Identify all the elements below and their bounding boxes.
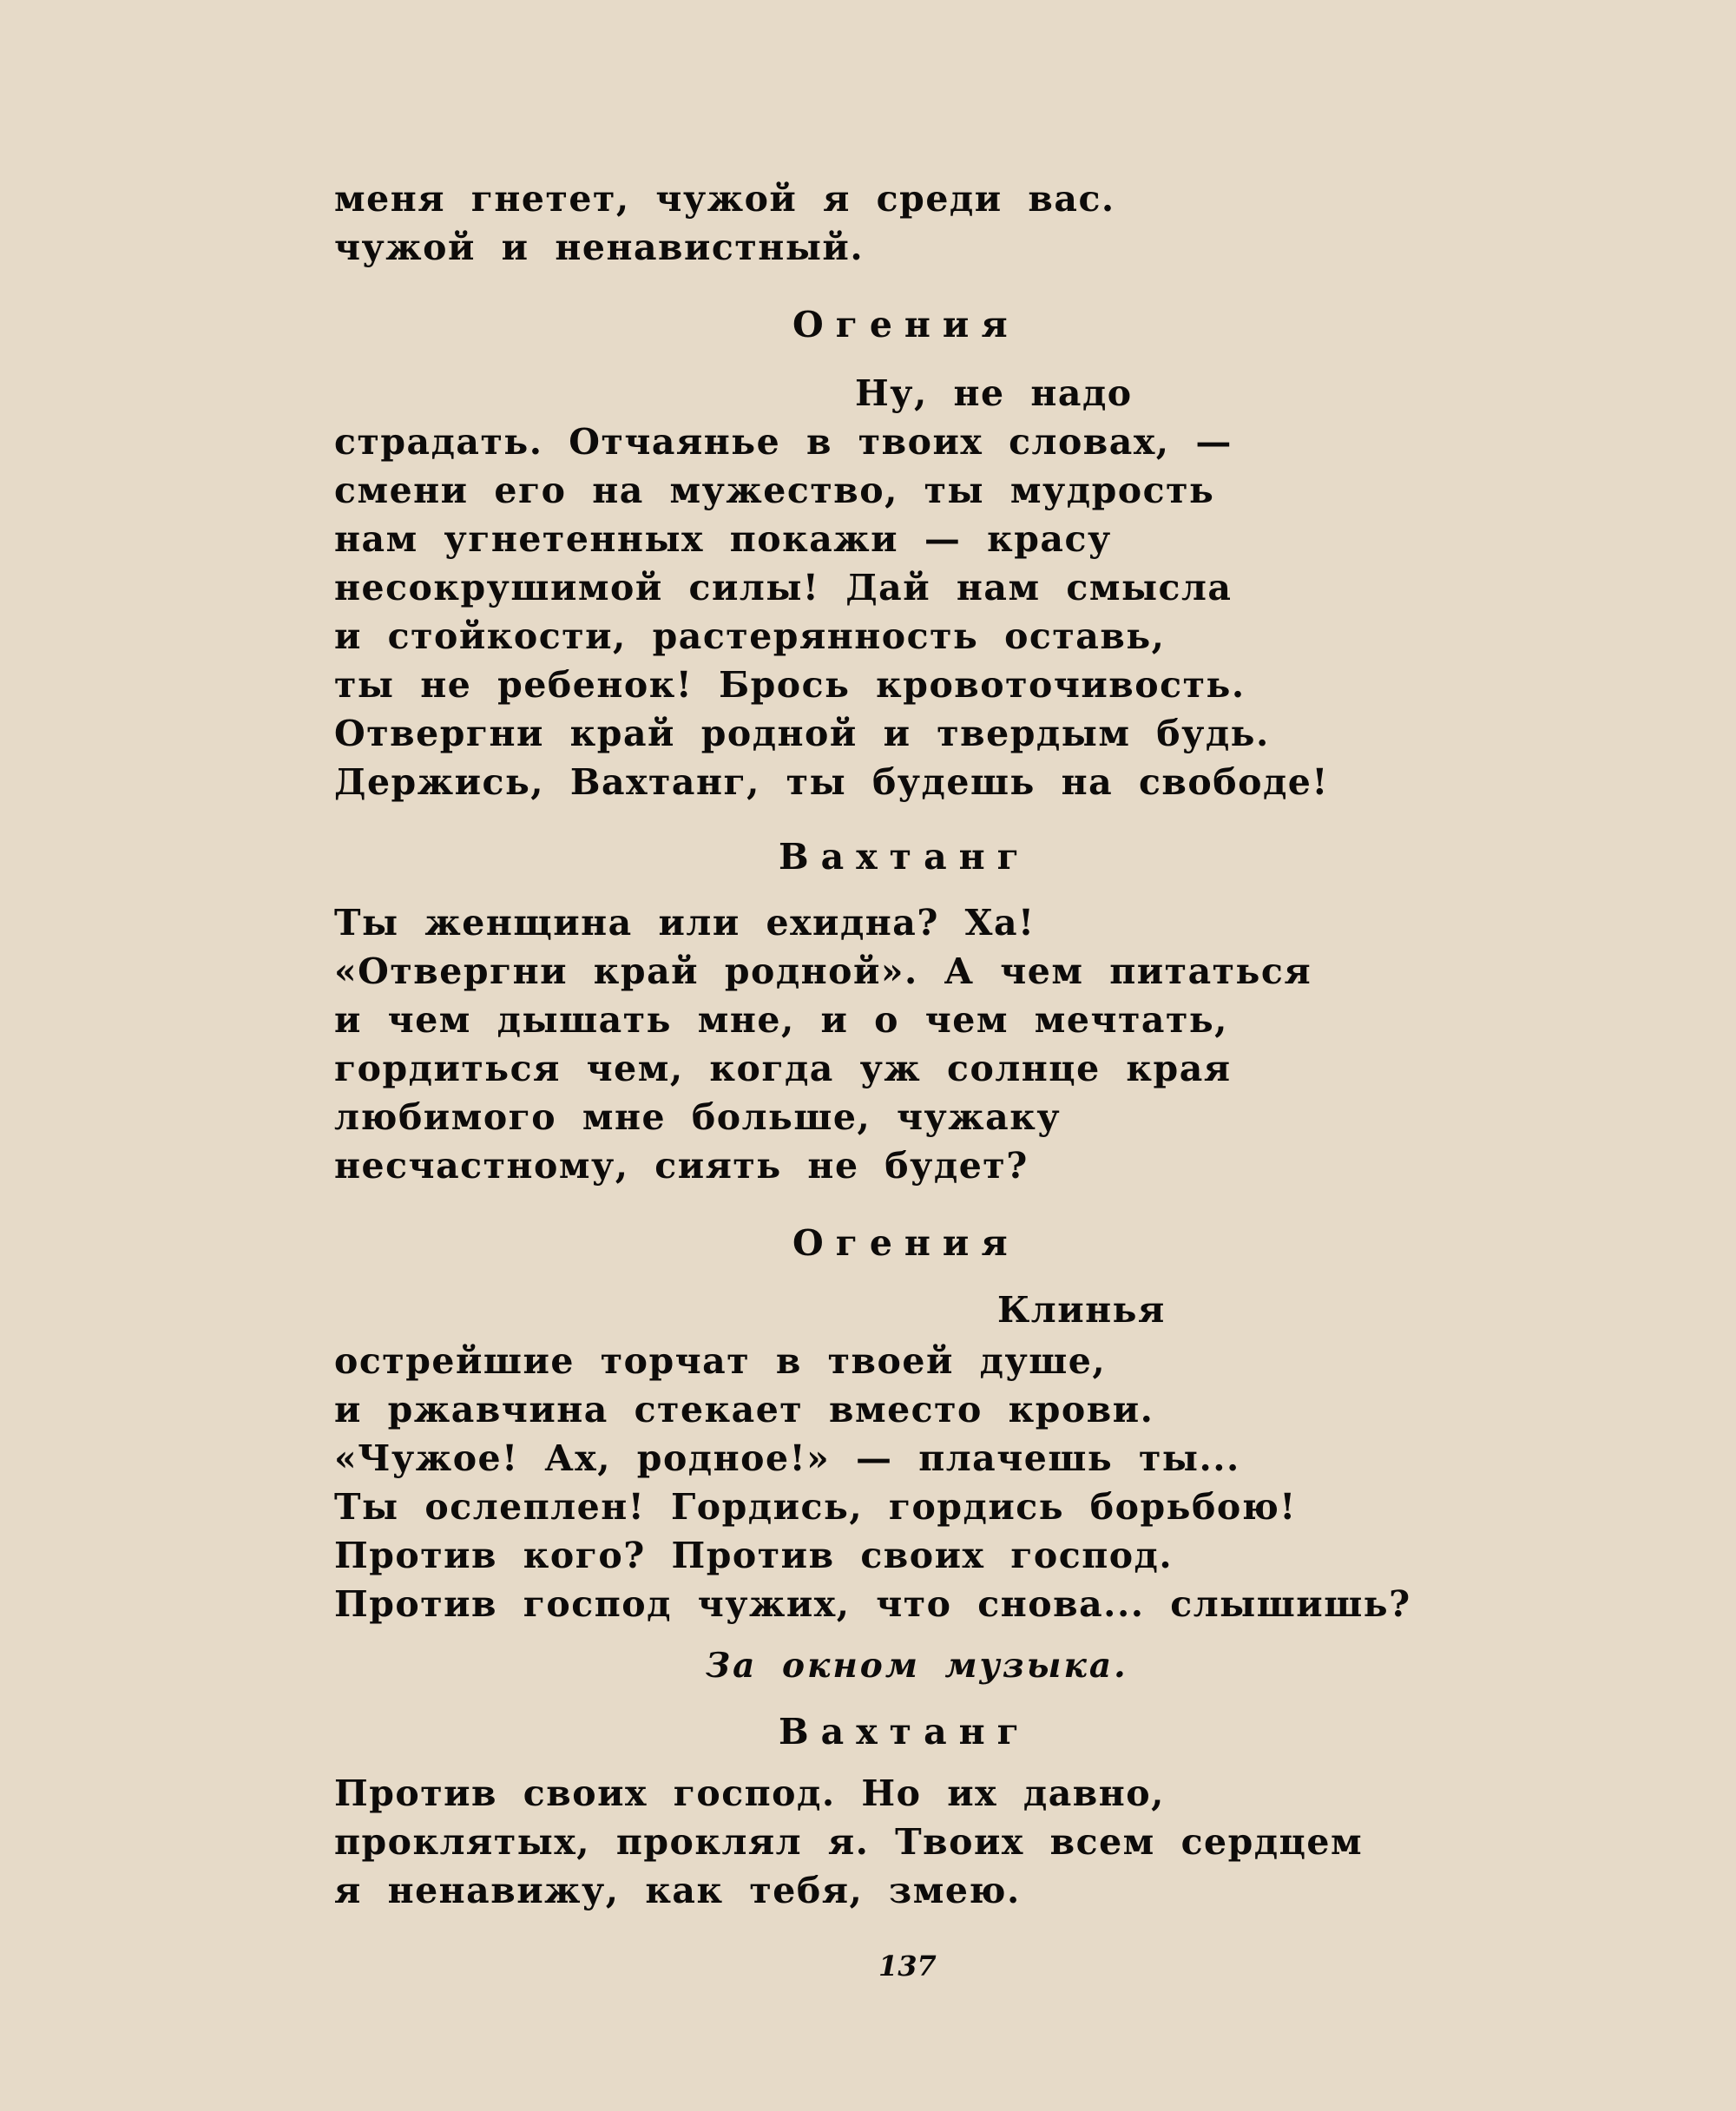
page-number: 137 [878,1950,937,1983]
verse-line: и чем дышать мне, и о чем мечтать, [334,999,1228,1041]
verse-line: Против своих господ. Но их давно, [334,1772,1165,1814]
verse-line: и ржавчина стекает вместо крови. [334,1389,1154,1430]
verse-line: меня гнетет, чужой я среди вас. [334,178,1115,220]
verse-line: несчастному, сиять не будет? [334,1145,1029,1187]
speaker-name: Огения [792,1222,1020,1264]
verse-line: проклятых, проклял я. Твоих всем сердцем [334,1821,1364,1863]
speaker-name: Огения [792,304,1020,345]
verse-line: «Отвергни край родной». А чем питаться [334,950,1312,992]
verse-line: ты не ребенок! Брось кровоточивость. [334,664,1246,706]
verse-line: Ты ослеплен! Гордись, гордись борьбою! [334,1486,1297,1528]
verse-line: острейшие торчат в твоей душе, [334,1340,1107,1382]
verse-line: я ненавижу, как тебя, змею. [334,1870,1021,1911]
verse-line: Клинья [997,1289,1166,1331]
speaker-name: Вахтанг [779,836,1031,878]
verse-line: Отвергни край родной и твердым будь. [334,713,1270,754]
verse-line: Ну, не надо [855,372,1133,414]
verse-line: «Чужое! Ах, родное!» — плачешь ты... [334,1437,1240,1479]
stage-direction: За окном музыка. [706,1646,1128,1686]
verse-line: нам угнетенных покажи — красу [334,518,1112,560]
verse-line: чужой и ненавистный. [334,227,865,268]
verse-line: и стойкости, растерянность оставь, [334,615,1166,657]
verse-line: страдать. Отчаянье в твоих словах, — [334,421,1233,463]
verse-line: Против кого? Против своих господ. [334,1535,1174,1576]
verse-line: любимого мне больше, чужаку [334,1096,1062,1138]
verse-line: несокрушимой силы! Дай нам смысла [334,567,1233,608]
verse-line: гордиться чем, когда уж солнце края [334,1048,1232,1089]
verse-line: смени его на мужество, ты мудрость [334,470,1215,511]
verse-line: Держись, Вахтанг, ты будешь на свободе! [334,761,1329,803]
verse-line: Против господ чужих, что снова... слышишь? [334,1583,1411,1625]
verse-line: Ты женщина или ехидна? Ха! [334,902,1036,944]
speaker-name: Вахтанг [779,1711,1031,1753]
